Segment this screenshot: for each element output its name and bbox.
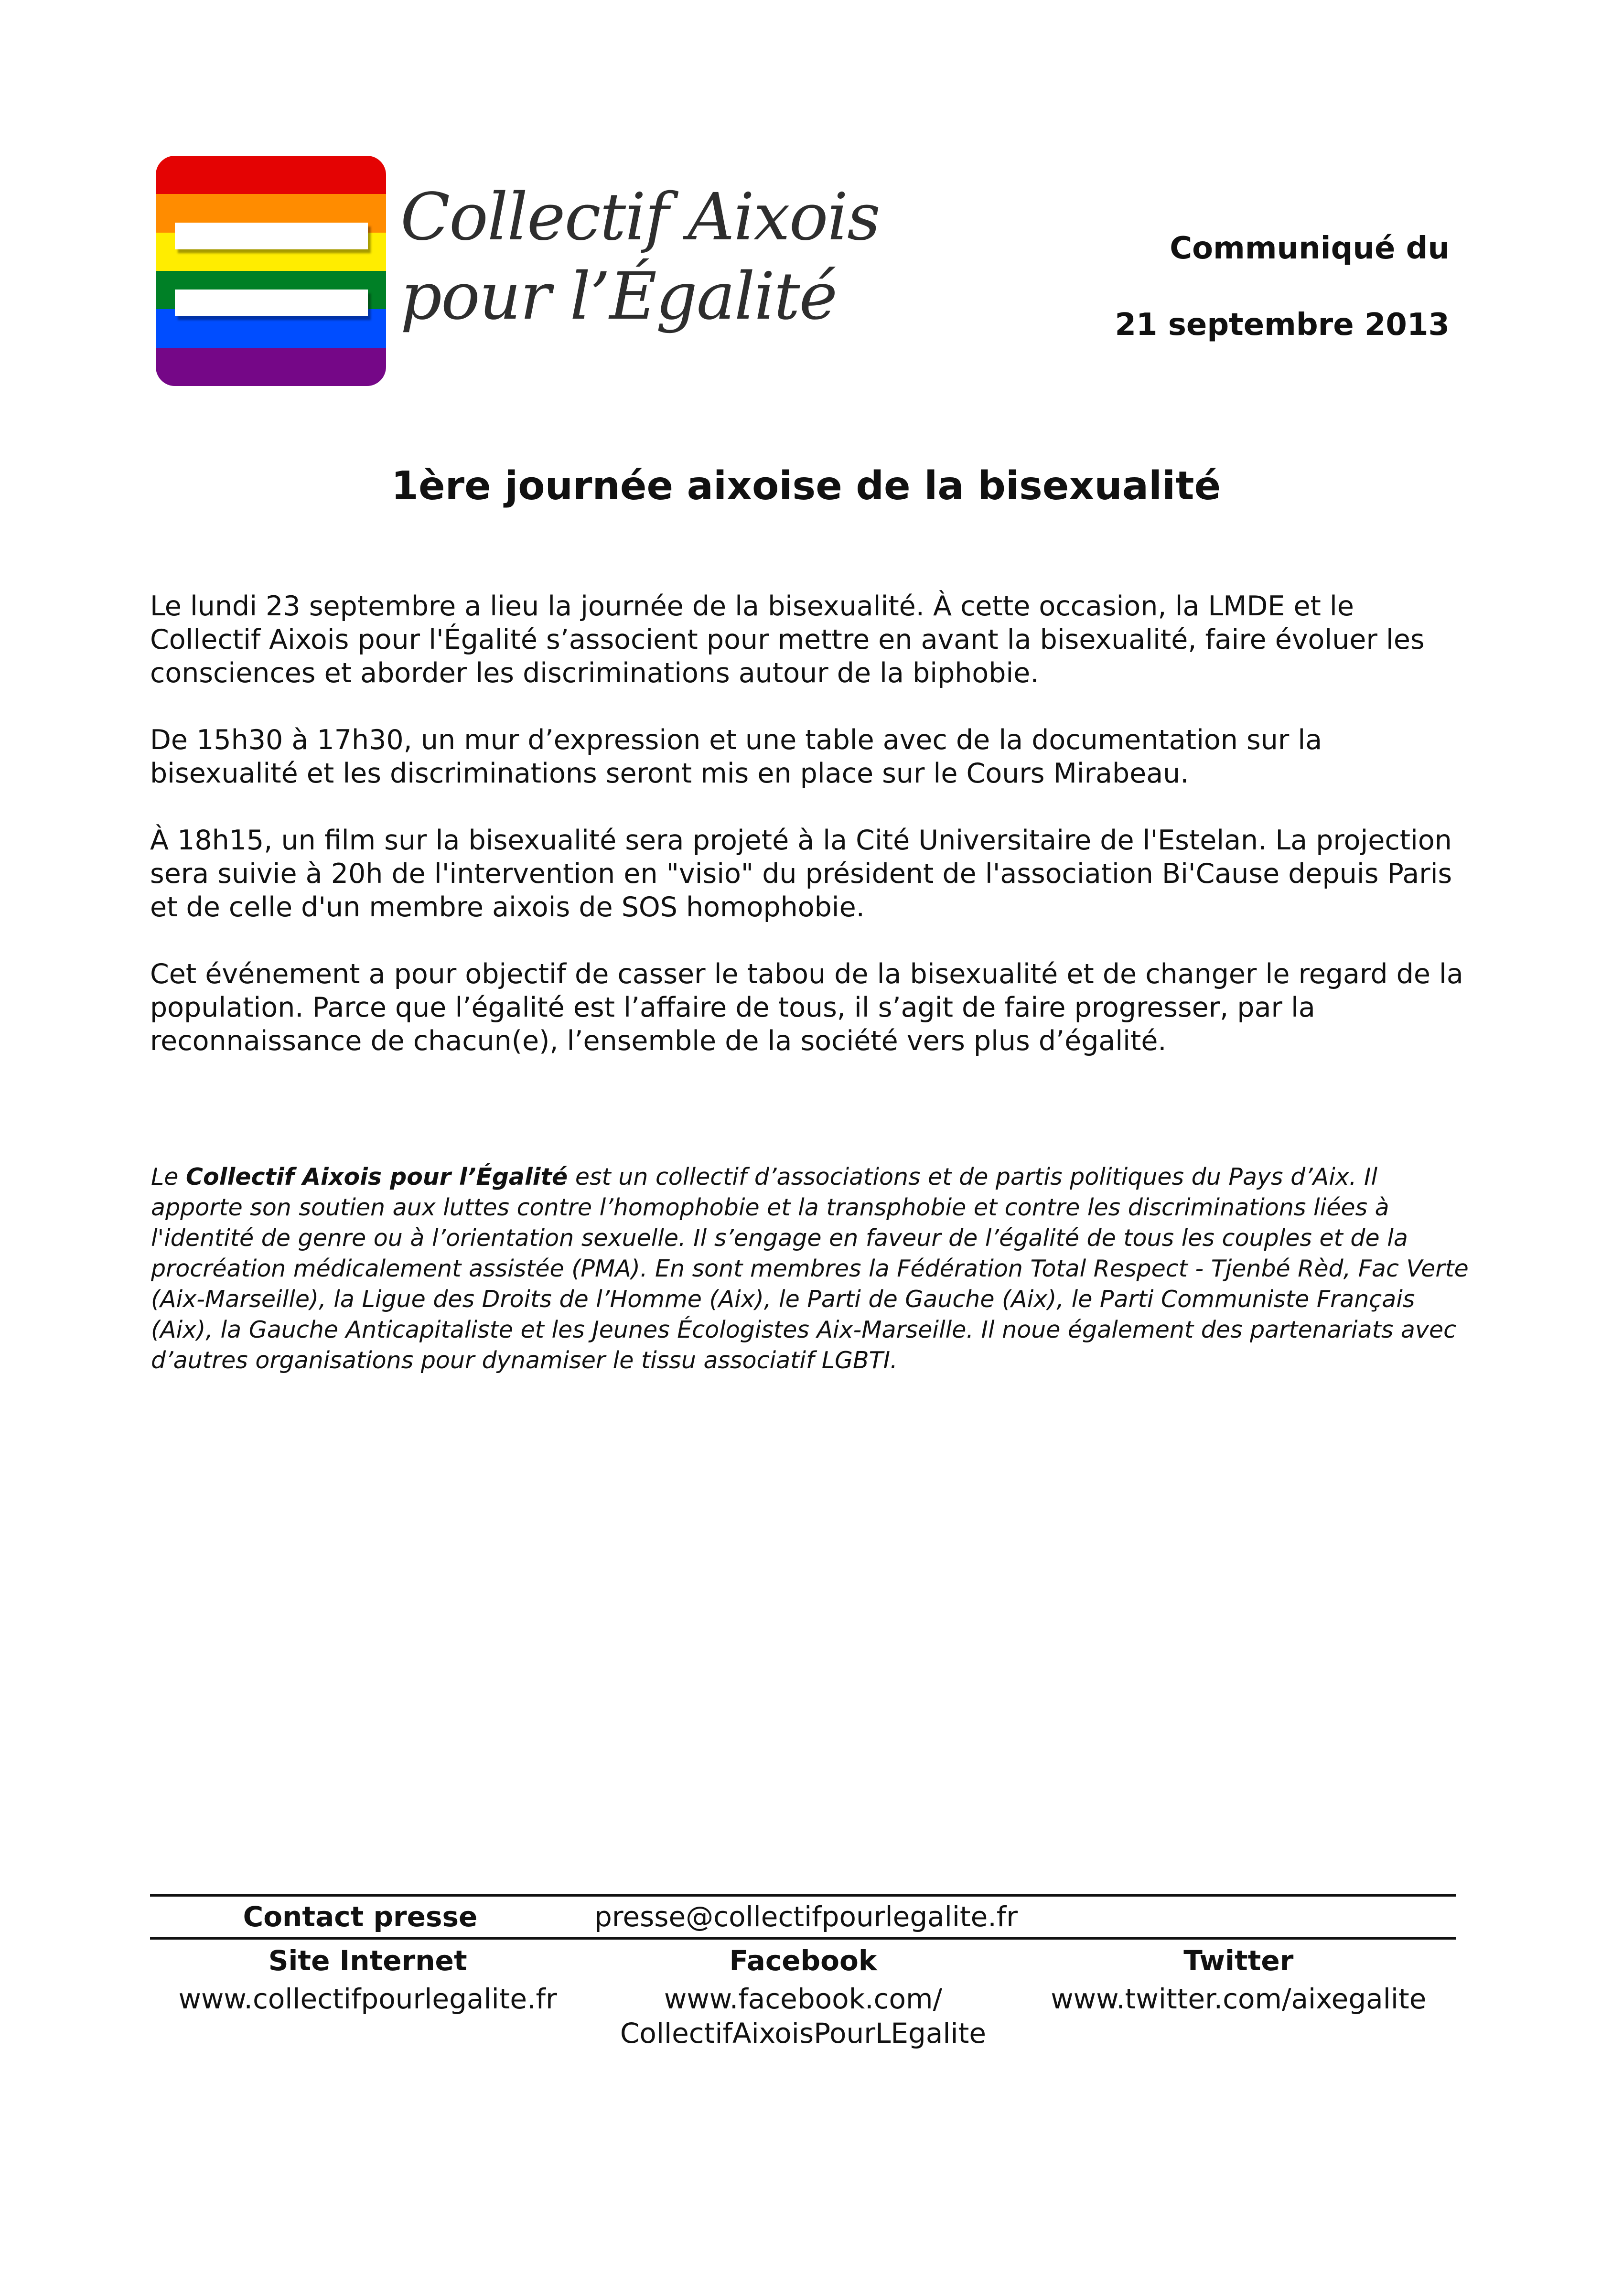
paragraph-objective: Cet événement a pour objectif de casser le tabou de la bisexualité et de changer le regard de la population. Parce que l’égalité est l’affaire de tous, il s’agit de faire progresser, par la reconnaissance de chacun(e), l’ensemble de la société vers plus d’égalité. [150,958,1463,1057]
facebook-link-line-1: www.facebook.com/ [664,1983,943,2015]
footer-col-twitter [1021,1940,1456,2050]
logo-equal-bar-top [175,223,368,249]
contact-footer [150,1894,1456,2050]
paragraph-afternoon: De 15h30 à 17h30, un mur d’expression et une table avec de la documentation sur la bisexualité et les discriminations seront mis en place sur le Cours Mirabeau. [150,724,1322,789]
twitter-link[interactable]: www.twitter.com/aixegalite [1051,1983,1427,2015]
about-text: est un collectif d’associations et de partis politiques du Pays d’Aix. Il apporte son soutien aux luttes contre l’homophobie et la transphobie et contre les discriminations liées à l'identité de genre ou à l’orientation sexuelle. Il s’engage en faveur de l’égalité de tous les couples et de la procréation médicalement assistée (PMA). En sont membres la Fédération Total Respect - Tjenbé Rèd, Fac Verte (Aix-Marseille), la Ligue des Droits de l’Homme (Aix), le Parti de Gauche (Aix), le Parti Communiste Français (Aix), la Gauche Anticapitaliste et les Jeunes Écologistes Aix-Marseille. Il noue également des partenariats avec d’autres organisations pour dynamiser le tissu associatif LGBTI. [151,1163,1469,1374]
website-label: Site Internet [268,1944,467,1977]
facebook-label: Facebook [729,1944,877,1977]
website-link[interactable]: www.collectifpourlegalite.fr [178,1983,557,2015]
twitter-label: Twitter [1183,1944,1294,1977]
footer-links [150,1940,1456,2050]
footer-col-facebook [585,1940,1021,2050]
press-contact-row [150,1897,1456,1937]
press-release-body [150,590,1469,1091]
logo-stripe-red [156,156,386,194]
document-title: 1ère journée aixoise de la bisexualité [391,463,1221,509]
press-contact-email[interactable]: presse@collectifpourlegalite.fr [594,1900,1018,1933]
logo-wordmark [400,178,880,336]
paragraph-evening: À 18h15, un film sur la bisexualité sera projeté à la Cité Universitaire de l'Estelan. La projection sera suivie à 20h de l'intervention en "visio" du président de l'association Bi'Cause depuis Paris et de celle d'un membre aixois de SOS homophobie. [150,825,1452,923]
paragraph-intro: Le lundi 23 septembre a lieu la journée de la bisexualité. À cette occasion, la LMDE et le Collectif Aixois pour l'Égalité s’associent pour mettre en avant la bisexualité, faire évoluer les consciences et aborder les discriminations autour de la biphobie. [150,590,1425,689]
logo-stripe-purple [156,348,386,386]
facebook-link[interactable] [585,1982,1021,2050]
communique-date: 21 septembre 2013 [1115,307,1450,343]
about-prefix: Le [151,1163,186,1191]
communique-date-block [1115,210,1450,363]
logo-line-1: Collectif Aixois [400,180,880,255]
facebook-link-line-2: CollectifAixoisPourLEgalite [620,2017,987,2049]
logo-line-2: pour l’Égalité [400,259,837,334]
press-contact-label: Contact presse [243,1900,478,1933]
logo-equality-icon [156,156,386,386]
logo-equal-bar-bottom [175,290,368,316]
communique-label: Communiqué du [1170,231,1450,266]
about-org-name: Collectif Aixois pour l’Égalité [186,1163,568,1191]
footer-col-website [150,1940,585,2050]
about-collective [151,1162,1474,1376]
